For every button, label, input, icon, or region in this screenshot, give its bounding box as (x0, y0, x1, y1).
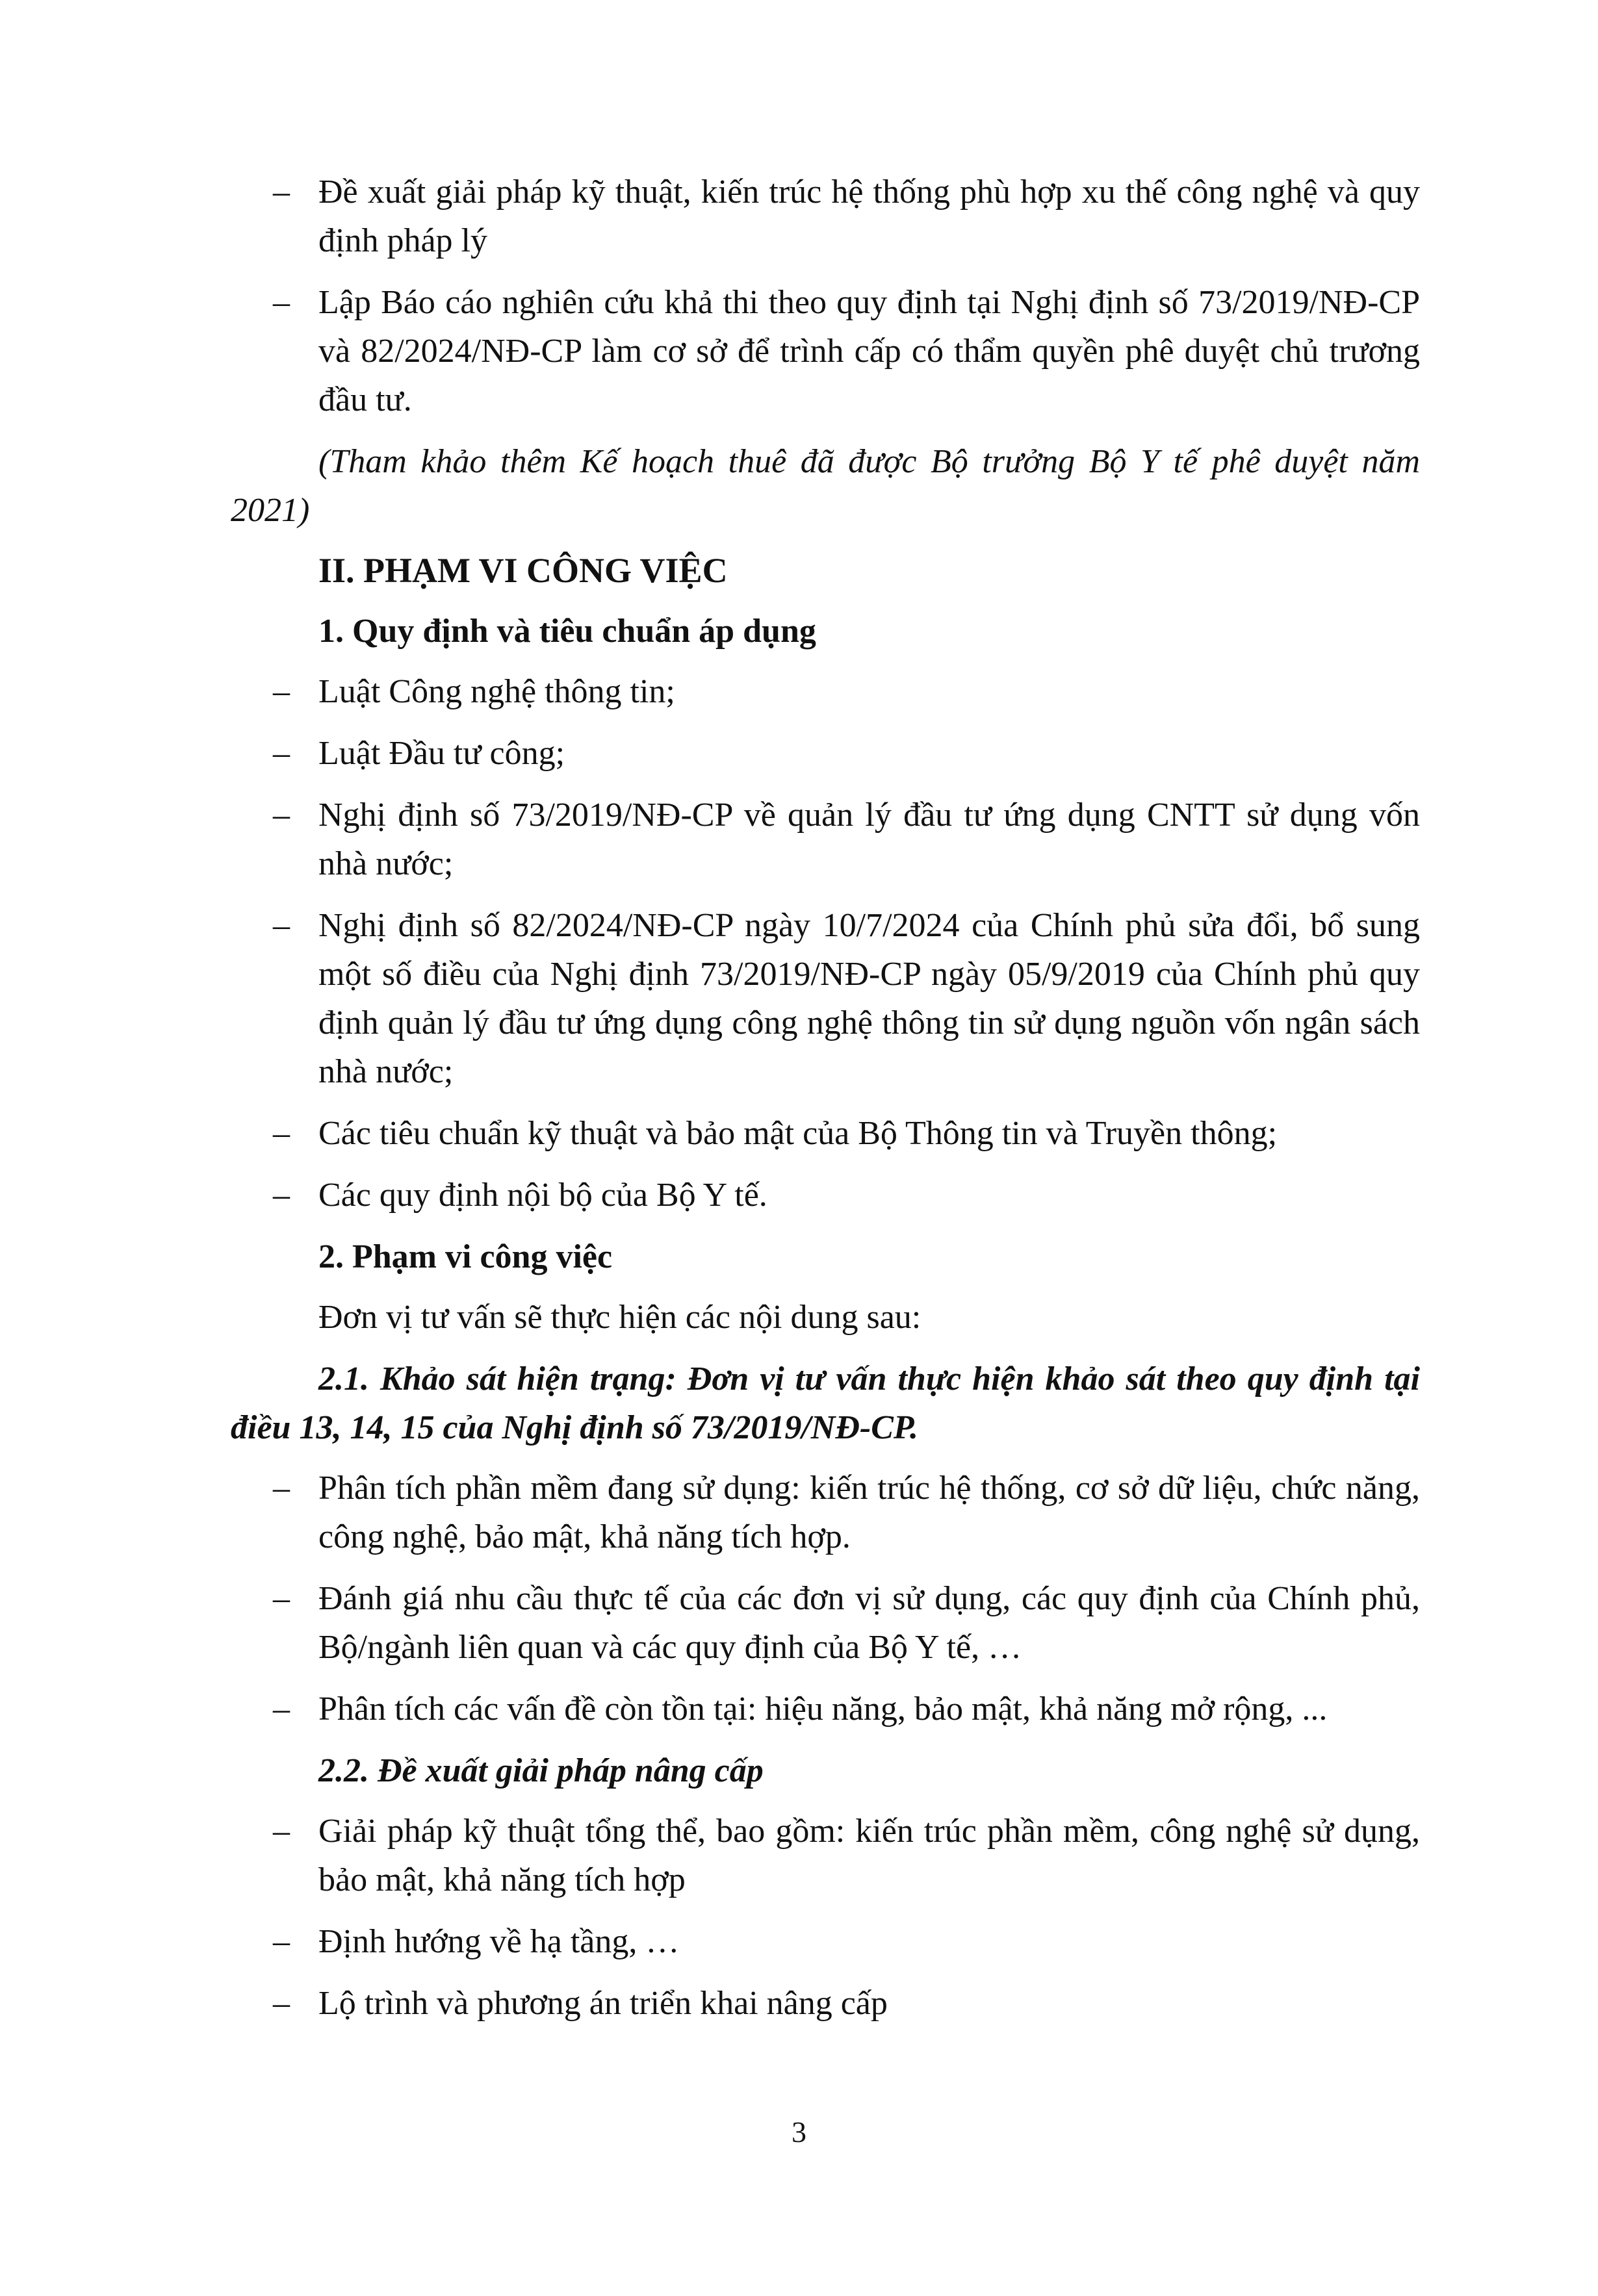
subsection-heading: 2. Phạm vi công việc (318, 1238, 613, 1275)
list-item (231, 278, 1420, 424)
section-heading: II. PHẠM VI CÔNG VIỆC (318, 551, 728, 590)
list-item (231, 1109, 1420, 1158)
bullet-dash: – (273, 1923, 290, 1960)
list-item-text: Lập Báo cáo nghiên cứu khả thi theo quy định tại Nghị định số 73/2019/NĐ-CP và 82/2024/NĐ-CP làm cơ sở để trình cấp có thẩm quyền phê duyệt chủ trương đầu tư. (318, 284, 1420, 418)
subsection-heading: 1. Quy định và tiêu chuẩn áp dụng (318, 613, 816, 650)
list-item (231, 1807, 1420, 1904)
reference-note: (Tham khảo thêm Kế hoạch thuê đã được Bộ trưởng Bộ Y tế phê duyệt năm 2021) (231, 443, 1420, 529)
list-item (231, 901, 1420, 1096)
bullet-dash: – (273, 797, 290, 834)
bullet-dash: – (273, 907, 290, 944)
list-item-text: Giải pháp kỹ thuật tổng thể, bao gồm: kiến trúc phần mềm, công nghệ sử dụng, bảo mật, khả năng tích hợp (318, 1813, 1420, 1898)
bullet-dash: – (273, 735, 290, 772)
list-item (231, 1917, 1420, 1966)
page-number: 3 (792, 2115, 806, 2149)
list-item-text: Nghị định số 82/2024/NĐ-CP ngày 10/7/2024 của Chính phủ sửa đổi, bổ sung một số điều của Nghị định 73/2019/NĐ-CP ngày 05/9/2019 của Chính phủ quy định quản lý đầu tư ứng dụng công nghệ thông tin sử dụng nguồn vốn ngân sách nhà nước; (318, 907, 1420, 1090)
list-item (231, 729, 1420, 778)
list-item (231, 791, 1420, 888)
list-item (231, 1171, 1420, 1219)
list-item-text: Định hướng về hạ tầng, … (318, 1923, 680, 1960)
subsection-heading: 2.1. Khảo sát hiện trạng: Đơn vị tư vấn thực hiện khảo sát theo quy định tại điều 13, 14, 15 của Nghị định số 73/2019/NĐ-CP. (231, 1360, 1420, 1446)
bullet-dash: – (273, 1985, 290, 2022)
list-item (231, 1574, 1420, 1672)
list-item-text: Đề xuất giải pháp kỹ thuật, kiến trúc hệ thống phù hợp xu thế công nghệ và quy định pháp lý (318, 173, 1420, 259)
list-item (231, 1464, 1420, 1561)
list-item-text: Đánh giá nhu cầu thực tế của các đơn vị sử dụng, các quy định của Chính phủ, Bộ/ngành liên quan và các quy định của Bộ Y tế, … (318, 1580, 1420, 1666)
list-item-text: Luật Công nghệ thông tin; (318, 673, 675, 710)
page-content (231, 168, 1420, 2041)
bullet-dash: – (273, 1580, 290, 1617)
bullet-dash: – (273, 673, 290, 710)
paragraph: Đơn vị tư vấn sẽ thực hiện các nội dung sau: (318, 1299, 921, 1336)
list-item-text: Nghị định số 73/2019/NĐ-CP về quản lý đầu tư ứng dụng CNTT sử dụng vốn nhà nước; (318, 797, 1420, 882)
bullet-dash: – (273, 1813, 290, 1850)
list-item (231, 168, 1420, 265)
list-item (231, 667, 1420, 716)
bullet-dash: – (273, 1690, 290, 1728)
subsection-heading: 2.2. Đề xuất giải pháp nâng cấp (318, 1752, 764, 1789)
list-item-text: Phân tích phần mềm đang sử dụng: kiến trúc hệ thống, cơ sở dữ liệu, chức năng, công nghệ, bảo mật, khả năng tích hợp. (318, 1470, 1420, 1555)
list-item (231, 1979, 1420, 2028)
bullet-dash: – (273, 1470, 290, 1507)
bullet-dash: – (273, 1115, 290, 1152)
list-item-text: Luật Đầu tư công; (318, 735, 565, 772)
list-item-text: Các tiêu chuẩn kỹ thuật và bảo mật của Bộ Thông tin và Truyền thông; (318, 1115, 1278, 1152)
list-item-text: Lộ trình và phương án triển khai nâng cấp (318, 1985, 888, 2022)
list-item-text: Phân tích các vấn đề còn tồn tại: hiệu năng, bảo mật, khả năng mở rộng, ... (318, 1690, 1328, 1728)
bullet-dash: – (273, 173, 290, 210)
list-item (231, 1685, 1420, 1733)
bullet-dash: – (273, 1177, 290, 1214)
list-item-text: Các quy định nội bộ của Bộ Y tế. (318, 1177, 767, 1214)
bullet-dash: – (273, 284, 290, 321)
